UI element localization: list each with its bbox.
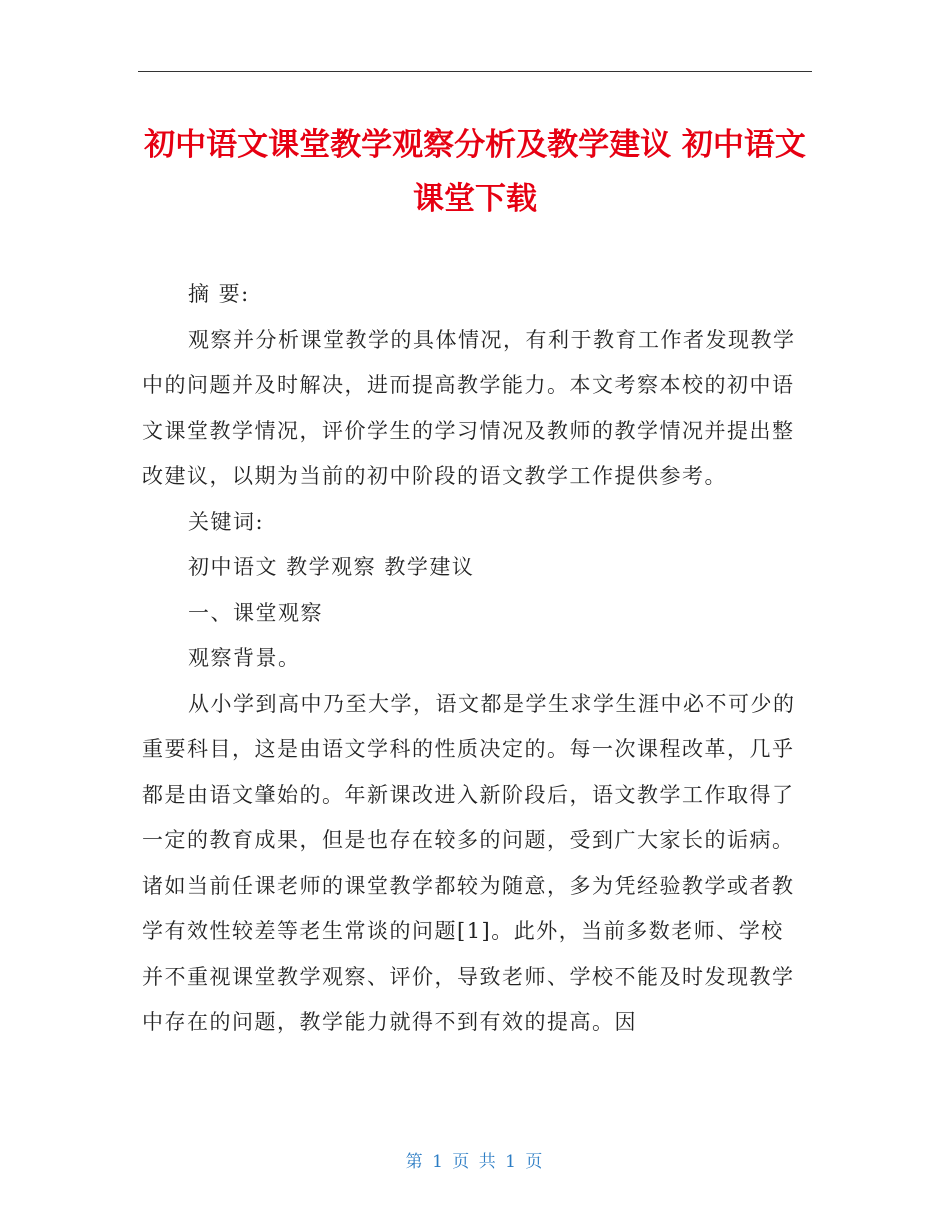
document-title: 初中语文课堂教学观察分析及教学建议 初中语文课堂下载 <box>144 127 806 217</box>
body-paragraph: 从小学到高中乃至大学，语文都是学生求学生涯中必不可少的重要科目，这是由语文学科的性质决定的。每一次课程改革，几乎都是由语文肇始的。年新课改进入新阶段后，语文教学工作取得了一定的教育成果，但是也存在较多的问题，受到广大家长的诟病。诸如当前任课老师的课堂教学都较为随意，多为凭经验教学或者教学有效性较差等老生常谈的问题[1]。此外，当前多数老师、学校并不重视课堂教学观察、评价，导致老师、学校不能及时发现教学中存在的问题，教学能力就得不到有效的提高。因 <box>142 691 796 1034</box>
header-rule <box>138 71 812 72</box>
keywords-list: 初中语文 教学观察 教学建议 <box>188 555 475 579</box>
abstract-paragraph: 观察并分析课堂教学的具体情况，有利于教育工作者发现教学中的问题并及时解决，进而提高教学能力。本文考察本校的初中语文课堂教学情况，评价学生的学习情况及教师的教学情况并提出整改建议，以期为当前的初中阶段的语文教学工作提供参考。 <box>142 327 796 488</box>
keywords-heading: 关键词: <box>188 509 265 534</box>
abstract-heading: 摘 要: <box>188 282 250 306</box>
page-number: 第 1 页 共 1 页 <box>405 1152 545 1172</box>
subsection-heading-background: 观察背景。 <box>188 646 301 670</box>
document-body <box>142 272 806 1046</box>
section-heading-classroom-observation: 一、课堂观察 <box>188 600 323 625</box>
